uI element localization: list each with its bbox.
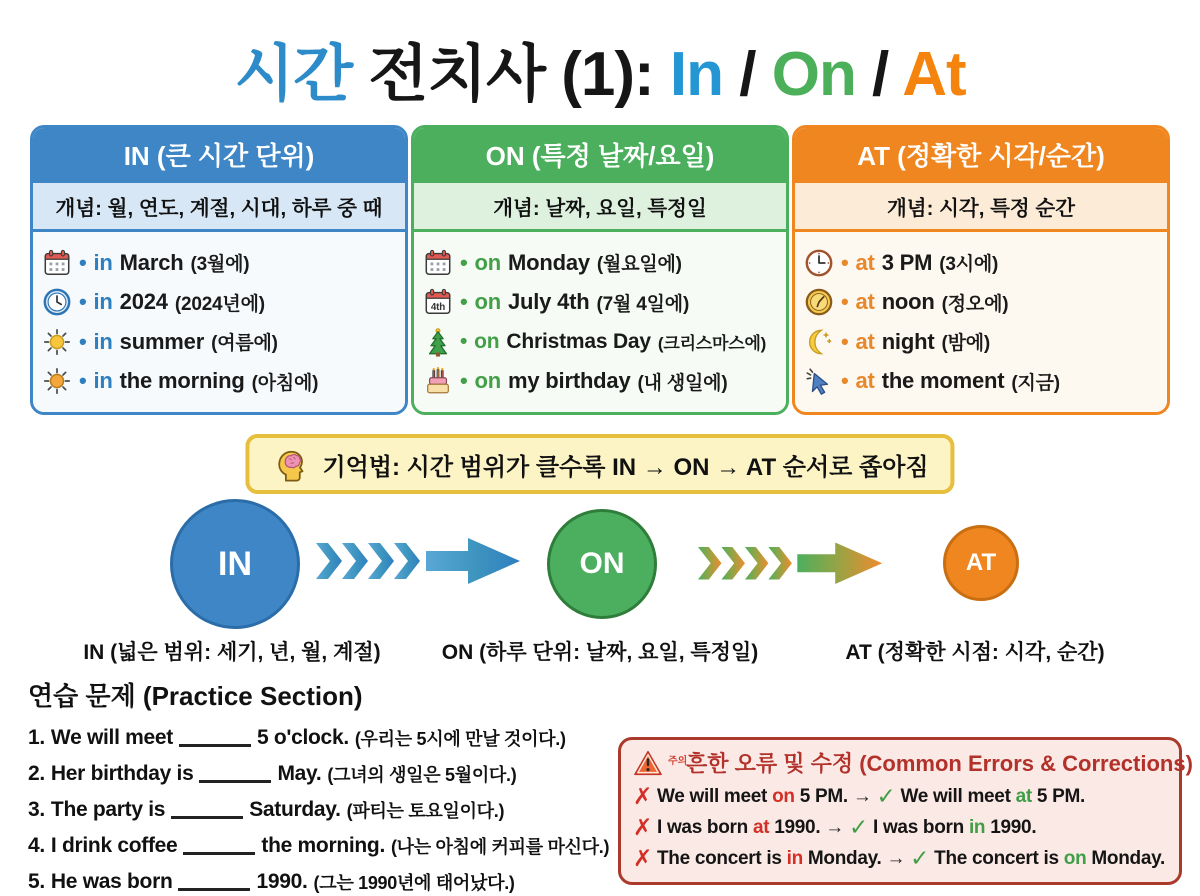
korean-translation: (여름에) bbox=[211, 333, 278, 355]
column-on-concept: 개념: 날짜, 요일, 특정일 bbox=[414, 180, 786, 232]
korean-translation: (내 생일에) bbox=[637, 372, 728, 394]
korean-translation: (2024년에) bbox=[174, 293, 265, 315]
bullet: • bbox=[841, 328, 849, 354]
caption-at: AT (정확한 시점: 시각, 순간) bbox=[845, 641, 1105, 664]
example-item bbox=[42, 287, 396, 317]
preposition: on bbox=[474, 368, 501, 394]
right-sentence-start: We will meet bbox=[900, 785, 1011, 807]
wrong-preposition: in bbox=[786, 847, 803, 869]
sentence-after-blank: 5 o'clock. bbox=[256, 726, 349, 749]
column-in bbox=[30, 125, 408, 415]
title-separator: / bbox=[723, 40, 772, 109]
arrow-on-to-at-icon bbox=[698, 538, 884, 588]
example-item bbox=[804, 287, 1158, 317]
arrow-in-to-on-icon bbox=[316, 533, 522, 589]
example-text: noon bbox=[881, 289, 935, 315]
brain-icon bbox=[271, 444, 311, 484]
example-text: night bbox=[881, 328, 935, 354]
column-in-concept: 개념: 월, 연도, 계절, 시대, 하루 중 때 bbox=[33, 180, 405, 232]
example-item bbox=[804, 327, 1158, 357]
clock-icon bbox=[42, 287, 72, 317]
sentence-after-blank: May. bbox=[277, 762, 322, 785]
korean-translation: (정오에) bbox=[941, 293, 1009, 315]
birthday-cake-icon bbox=[423, 366, 453, 396]
arrow-glyph: → bbox=[852, 785, 872, 807]
wrong-sentence-end: 1990. bbox=[774, 816, 821, 838]
example-item bbox=[804, 248, 1158, 278]
error-correction-row bbox=[633, 781, 1167, 812]
common-errors-box bbox=[618, 737, 1193, 885]
right-sentence-start: The concert is bbox=[934, 847, 1059, 869]
errors-title-row bbox=[633, 747, 1193, 778]
column-at-examples bbox=[795, 232, 1167, 412]
right-preposition: on bbox=[1063, 847, 1087, 869]
korean-translation: (지금) bbox=[1011, 372, 1060, 394]
morning-sun-icon bbox=[42, 366, 72, 396]
bullet: • bbox=[460, 289, 468, 315]
example-item bbox=[42, 248, 396, 278]
cross-icon: ✗ bbox=[633, 845, 652, 871]
cursor-click-icon bbox=[804, 366, 834, 396]
preposition: on bbox=[474, 289, 501, 315]
example-item bbox=[804, 366, 1158, 396]
check-icon: ✓ bbox=[876, 783, 896, 809]
title-separator: / bbox=[855, 40, 903, 109]
right-preposition: at bbox=[1015, 785, 1032, 807]
practice-item bbox=[28, 828, 616, 864]
bullet: • bbox=[841, 249, 849, 275]
korean-translation: (그는 1990년에 태어났다.) bbox=[313, 873, 515, 893]
korean-translation: (나는 아침에 커피를 마신다.) bbox=[390, 837, 610, 857]
wrong-sentence-end: Monday. bbox=[807, 847, 882, 869]
preposition: at bbox=[855, 289, 875, 315]
sentence-after-blank: the morning. bbox=[261, 834, 385, 857]
sentence-before-blank: Her birthday is bbox=[50, 762, 194, 785]
preposition: at bbox=[855, 249, 875, 275]
clock-3pm-icon bbox=[804, 248, 834, 278]
column-on bbox=[411, 125, 789, 415]
fill-in-blank bbox=[179, 744, 251, 747]
errors-title: 흔한 오류 및 수정 (Common Errors & Corrections) bbox=[686, 751, 1193, 776]
bullet: • bbox=[841, 289, 849, 315]
column-on-header: ON (특정 날짜/요일) bbox=[414, 128, 786, 180]
example-text: July 4th bbox=[508, 289, 590, 315]
korean-translation: (그녀의 생일은 5월이다.) bbox=[327, 765, 517, 785]
wrong-preposition: at bbox=[752, 816, 770, 838]
item-number: 4. bbox=[28, 834, 45, 857]
prepositions-table bbox=[30, 125, 1170, 415]
korean-translation: (크리스마스에) bbox=[657, 334, 767, 354]
sun-icon bbox=[42, 327, 72, 357]
circle-at: AT bbox=[943, 525, 1019, 601]
preposition: in bbox=[93, 249, 113, 275]
cross-icon: ✗ bbox=[633, 783, 652, 809]
column-in-examples bbox=[33, 232, 405, 412]
example-item bbox=[42, 327, 396, 357]
korean-translation: (밤에) bbox=[941, 333, 991, 355]
svg-text:4th: 4th bbox=[430, 302, 446, 314]
wrong-sentence-start: I was born bbox=[656, 816, 748, 838]
item-number: 2. bbox=[28, 762, 45, 785]
right-preposition: in bbox=[968, 816, 986, 838]
korean-translation: (3시에) bbox=[939, 254, 999, 276]
korean-translation: (파티는 토요일이다.) bbox=[346, 801, 505, 821]
item-number: 3. bbox=[28, 798, 45, 821]
arrow-glyph: → bbox=[825, 816, 844, 838]
column-on-examples bbox=[414, 232, 786, 412]
preposition: in bbox=[93, 328, 113, 354]
korean-translation: (7월 4일에) bbox=[596, 293, 690, 315]
noon-clock-icon bbox=[804, 287, 834, 317]
fill-in-blank bbox=[183, 852, 255, 855]
right-sentence-start: I was born bbox=[872, 816, 964, 838]
korean-translation: (아침에) bbox=[251, 372, 319, 394]
item-number: 5. bbox=[28, 870, 45, 893]
wrong-sentence-start: We will meet bbox=[656, 785, 768, 807]
column-in-header: IN (큰 시간 단위) bbox=[33, 128, 405, 180]
circle-in: IN bbox=[170, 499, 300, 629]
christmas-tree-icon bbox=[423, 327, 453, 357]
title-part-jeonchisa: 전치사 (1): bbox=[352, 40, 670, 109]
korean-translation: (우리는 5시에 만날 것이다.) bbox=[354, 729, 566, 749]
bullet: • bbox=[460, 249, 468, 275]
preposition: on bbox=[474, 329, 500, 353]
example-item bbox=[423, 327, 777, 357]
error-correction-row bbox=[633, 843, 1167, 874]
sentence-before-blank: He was born bbox=[50, 870, 173, 893]
wrong-sentence-end: 5 PM. bbox=[799, 785, 848, 807]
bullet: • bbox=[79, 289, 87, 315]
example-text: Christmas Day bbox=[506, 329, 651, 353]
memory-tip-text: 기억법: 시간 범위가 클수록 IN → ON → AT 순서로 좁아짐 bbox=[322, 453, 929, 481]
example-text: the morning bbox=[119, 368, 245, 394]
caption-in: IN (넓은 범위: 세기, 년, 월, 계절) bbox=[83, 641, 381, 664]
calendar-icon bbox=[42, 248, 72, 278]
column-at-concept: 개념: 시각, 특정 순간 bbox=[795, 180, 1167, 232]
bullet: • bbox=[79, 249, 87, 275]
korean-translation: (3월에) bbox=[190, 254, 250, 276]
title-part-at: At bbox=[902, 40, 966, 109]
example-text: 2024 bbox=[119, 289, 168, 315]
warning-icon bbox=[633, 749, 663, 777]
wrong-preposition: on bbox=[772, 785, 795, 807]
title-part-in: In bbox=[669, 40, 724, 109]
title-part-sigan: 시간 bbox=[234, 40, 353, 109]
practice-item bbox=[28, 792, 616, 828]
example-text: 3 PM bbox=[881, 249, 933, 275]
preposition: at bbox=[855, 328, 875, 354]
sentence-before-blank: We will meet bbox=[50, 726, 173, 749]
error-correction-row bbox=[633, 812, 1167, 843]
practice-item bbox=[28, 720, 616, 756]
preposition: in bbox=[93, 368, 113, 394]
sentence-before-blank: The party is bbox=[50, 798, 166, 821]
example-item bbox=[42, 366, 396, 396]
check-icon: ✓ bbox=[910, 845, 930, 871]
cross-icon: ✗ bbox=[633, 814, 652, 840]
practice-title: 연습 문제 (Practice Section) bbox=[28, 681, 363, 711]
bullet: • bbox=[841, 368, 849, 394]
page-title bbox=[0, 24, 1200, 113]
fill-in-blank bbox=[199, 780, 271, 783]
example-text: summer bbox=[119, 328, 205, 354]
right-sentence-end: 1990. bbox=[990, 816, 1037, 838]
sentence-after-blank: 1990. bbox=[256, 870, 308, 893]
example-text: Monday bbox=[508, 249, 590, 275]
example-text: March bbox=[119, 249, 184, 275]
bullet: • bbox=[79, 368, 87, 394]
calendar-4th-icon bbox=[423, 287, 453, 317]
sentence-before-blank: I drink coffee bbox=[50, 834, 178, 857]
item-number: 1. bbox=[28, 726, 45, 749]
calendar-icon bbox=[423, 248, 453, 278]
example-item bbox=[423, 366, 777, 396]
example-text: my birthday bbox=[508, 368, 631, 394]
check-icon: ✓ bbox=[849, 814, 868, 840]
arrow-glyph: → bbox=[886, 847, 906, 869]
bullet: • bbox=[460, 329, 468, 353]
practice-item bbox=[28, 756, 616, 792]
preposition: on bbox=[474, 249, 501, 275]
preposition: at bbox=[855, 368, 875, 394]
bullet: • bbox=[460, 368, 468, 394]
practice-section bbox=[28, 676, 616, 896]
example-text: the moment bbox=[881, 368, 1005, 394]
practice-item bbox=[28, 864, 616, 896]
title-part-on: On bbox=[771, 40, 856, 109]
sentence-after-blank: Saturday. bbox=[249, 798, 341, 821]
caution-badge: 주의 bbox=[668, 756, 688, 768]
right-sentence-end: Monday. bbox=[1091, 847, 1165, 869]
column-at bbox=[792, 125, 1170, 415]
example-item bbox=[423, 248, 777, 278]
korean-translation: (월요일에) bbox=[596, 254, 682, 276]
bullet: • bbox=[79, 328, 87, 354]
example-item bbox=[423, 287, 777, 317]
memory-tip-box bbox=[245, 434, 954, 494]
fill-in-blank bbox=[178, 888, 250, 891]
caption-on: ON (하루 단위: 날짜, 요일, 특정일) bbox=[441, 641, 759, 664]
circle-on: ON bbox=[547, 509, 657, 619]
preposition: in bbox=[93, 289, 113, 315]
wrong-sentence-start: The concert is bbox=[656, 847, 782, 869]
right-sentence-end: 5 PM. bbox=[1036, 785, 1086, 807]
column-at-header: AT (정확한 시각/순간) bbox=[795, 128, 1167, 180]
moon-icon bbox=[804, 327, 834, 357]
fill-in-blank bbox=[171, 816, 243, 819]
